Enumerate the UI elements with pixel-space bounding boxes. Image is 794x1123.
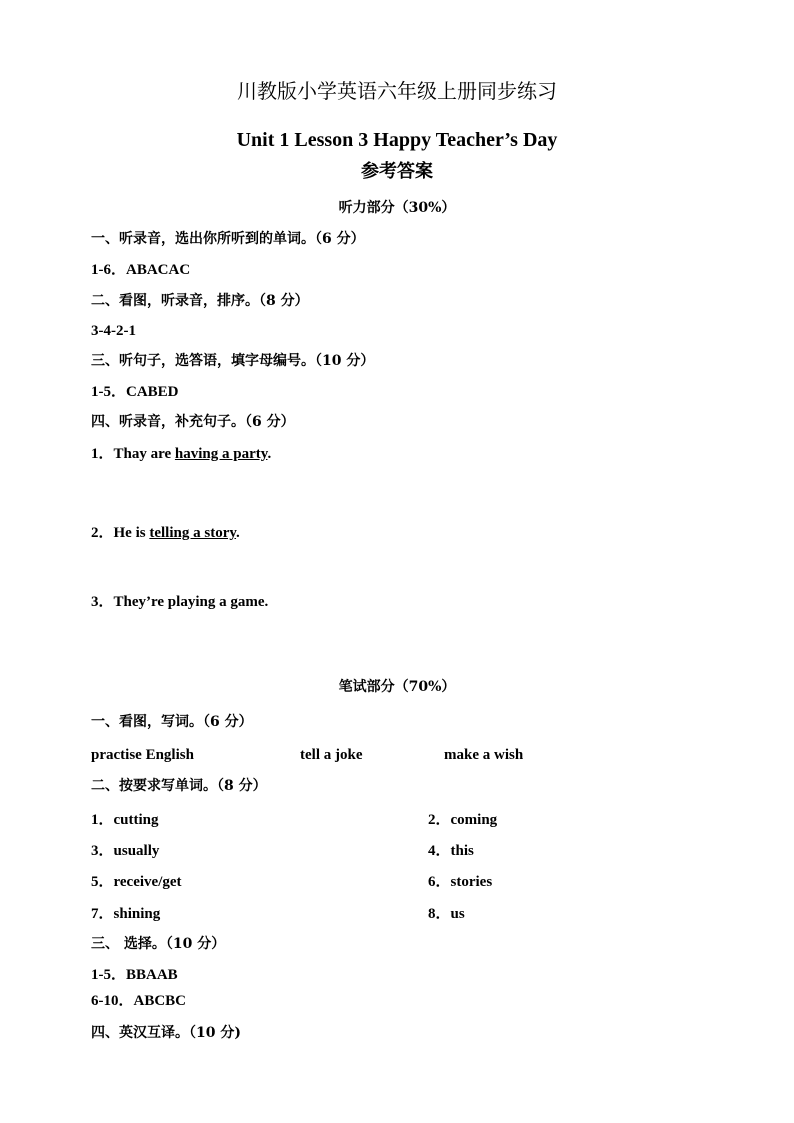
writing-section-3-answer-2: 6-10．ABCBC [91, 993, 187, 1009]
page-title: 川教版小学英语六年级上册同步练习 [237, 79, 557, 103]
word-item-5 [91, 873, 182, 891]
word-item-8 [428, 905, 465, 923]
listening-section-3-title: 三、听句子，选答语，填字母编号。（10 分） [91, 353, 375, 369]
listening-item-3 [91, 593, 268, 611]
writing-section-2-title: 二、按要求写单词。（8 分） [91, 778, 267, 794]
writing-word-2: tell a joke [300, 747, 363, 763]
item-number: 5． [91, 874, 114, 890]
item-prefix: Thay are [113, 446, 175, 462]
item-number: 3． [91, 843, 114, 859]
item-prefix: He is [113, 525, 150, 541]
writing-section-3-answer-1: 1-5．BBAAB [91, 967, 178, 983]
item-number: 1． [91, 446, 114, 462]
unit-title: Unit 1 Lesson 3 Happy Teacher’s Day [236, 129, 558, 151]
item-number: 4． [428, 843, 451, 859]
listening-item-1 [91, 445, 271, 463]
item-word: stories [450, 874, 493, 890]
item-number: 2． [428, 812, 451, 828]
listening-section-2-title: 二、看图，听录音，排序。（8 分） [91, 293, 309, 309]
listening-heading: 听力部分（30%） [338, 200, 456, 216]
item-word: us [450, 906, 465, 922]
answers-heading: 参考答案 [361, 161, 433, 182]
writing-word-3: make a wish [444, 747, 524, 763]
item-word: usually [113, 843, 160, 859]
writing-heading: 笔试部分（70%） [338, 679, 456, 695]
item-number: 2． [91, 525, 114, 541]
item-number: 3． [91, 594, 114, 610]
item-word: receive/get [113, 874, 182, 890]
listening-section-4-title: 四、听录音，补充句子。（6 分） [91, 414, 295, 430]
item-suffix: . [267, 446, 272, 462]
item-suffix: . [236, 525, 240, 541]
item-word: cutting [113, 812, 159, 828]
item-answer: telling a story [149, 525, 237, 541]
writing-section-1-title: 一、看图，写词。（6 分） [91, 714, 253, 730]
word-item-1 [91, 811, 159, 829]
listening-section-3-answer: 1-5．CABED [91, 384, 179, 400]
word-item-7 [91, 905, 160, 923]
item-word: coming [450, 812, 498, 828]
word-item-4 [428, 842, 474, 860]
listening-section-1-answer: 1-6．ABACAC [91, 262, 191, 278]
item-number: 1． [91, 812, 114, 828]
writing-word-1: practise English [91, 747, 194, 763]
listening-section-1-title: 一、听录音，选出你所听到的单词。（6 分） [91, 231, 365, 247]
item-word: shining [113, 906, 161, 922]
word-item-2 [428, 811, 497, 829]
writing-section-3-title: 三、 选择。（10 分） [91, 936, 226, 952]
writing-section-4-title: 四、英汉互译。（10 分) [91, 1025, 241, 1041]
item-word: this [450, 843, 474, 859]
word-item-6 [428, 873, 492, 891]
item-number: 6． [428, 874, 451, 890]
listening-item-2 [91, 524, 240, 542]
item-number: 7． [91, 906, 114, 922]
item-text: They’re playing a game. [113, 594, 269, 610]
item-number: 8． [428, 906, 451, 922]
word-item-3 [91, 842, 159, 860]
listening-section-2-answer: 3-4-2-1 [91, 323, 136, 339]
item-answer: having a party [174, 446, 268, 462]
